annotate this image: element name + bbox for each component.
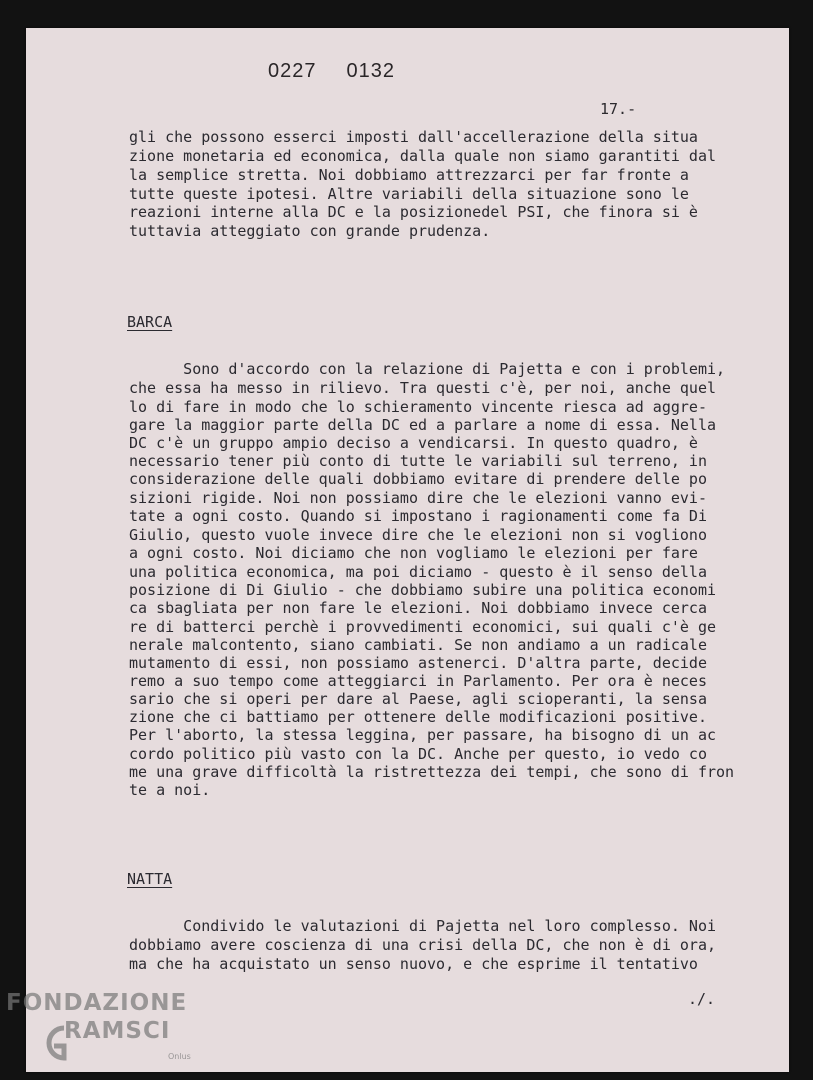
text-line: Sono d'accordo con la relazione di Pajetta e con i problemi, bbox=[129, 360, 726, 378]
archive-ref-second: 0132 bbox=[346, 60, 395, 82]
watermark-onlus: Onlus bbox=[168, 1052, 191, 1061]
continuation-mark: ./. bbox=[688, 990, 716, 1008]
text-line: Condivido le valutazioni di Pajetta nel loro complesso. Noi bbox=[129, 917, 716, 935]
archive-ref-first: 0227 bbox=[268, 60, 317, 82]
text-line: che essa ha messo in rilievo. Tra questi c'è, per noi, anche quel bbox=[129, 379, 716, 397]
watermark-title: FONDAZIONE bbox=[6, 990, 188, 1016]
text-line: posizione di Di Giulio - che dobbiamo subire una politica economi bbox=[129, 581, 716, 599]
text-line: tate a ogni costo. Quando si impostano i ragionamenti come fa Di bbox=[129, 507, 707, 525]
text-line: te a noi. bbox=[129, 781, 211, 799]
archive-reference-number bbox=[268, 60, 395, 83]
text-line: sario che si operi per dare al Paese, agli scioperanti, la sensa bbox=[129, 690, 707, 708]
speaker-heading-natta: NATTA bbox=[127, 870, 173, 888]
speaker-heading-barca: BARCA bbox=[127, 313, 173, 331]
text-line: gli che possono esserci imposti dall'accellerazione della situa bbox=[129, 128, 698, 146]
page-number: 17.- bbox=[600, 100, 637, 118]
text-line: lo di fare in modo che lo schieramento vincente riesca ad aggre- bbox=[129, 398, 707, 416]
text-line: cordo politico più vasto con la DC. Anche per questo, io vedo co bbox=[129, 745, 707, 763]
text-line: tutte queste ipotesi. Altre variabili della situazione sono le bbox=[129, 185, 689, 203]
text-line: Per l'aborto, la stessa leggina, per passare, ha bisogno di un ac bbox=[129, 726, 716, 744]
text-line: a ogni costo. Noi diciamo che non vogliamo le elezioni per fare bbox=[129, 544, 698, 562]
text-line: la semplice stretta. Noi dobbiamo attrezzarci per far fronte a bbox=[129, 166, 689, 184]
text-line: ma che ha acquistato un senso nuovo, e che esprime il tentativo bbox=[129, 955, 698, 973]
text-line: necessario tener più conto di tutte le variabili sul terreno, in bbox=[129, 452, 707, 470]
text-line: nerale malcontento, siano cambiati. Se non andiamo a un radicale bbox=[129, 636, 707, 654]
text-line: gare la maggior parte della DC ed a parlare a nome di essa. Nella bbox=[129, 416, 716, 434]
gramsci-g-logo-icon bbox=[34, 1014, 68, 1074]
text-line: zione monetaria ed economica, dalla quale non siamo garantiti dal bbox=[129, 147, 716, 165]
text-line: reazioni interne alla DC e la posizionedel PSI, che finora si è bbox=[129, 203, 698, 221]
text-line: Giulio, questo vuole invece dire che le elezioni non si vogliono bbox=[129, 526, 707, 544]
text-line: sizioni rigide. Noi non possiamo dire che le elezioni vanno evi- bbox=[129, 489, 707, 507]
text-line: mutamento di essi, non possiamo astenerci. D'altra parte, decide bbox=[129, 654, 707, 672]
text-line: remo a suo tempo come atteggiarci in Parlamento. Per ora è neces bbox=[129, 672, 707, 690]
text-line: DC c'è un gruppo ampio deciso a vendicarsi. In questo quadro, è bbox=[129, 434, 698, 452]
text-line: me una grave difficoltà la ristrettezza dei tempi, che sono di fron bbox=[129, 763, 735, 781]
text-line: dobbiamo avere coscienza di una crisi della DC, che non è di ora, bbox=[129, 936, 716, 954]
text-line: considerazione delle quali dobbiamo evitare di prendere delle po bbox=[129, 470, 707, 488]
text-line: tuttavia atteggiato con grande prudenza. bbox=[129, 222, 491, 240]
watermark-subtitle: RAMSCI bbox=[64, 1018, 171, 1044]
text-line: re di batterci perchè i provvedimenti economici, sui quali c'è ge bbox=[129, 618, 716, 636]
text-line: una politica economica, ma poi diciamo - questo è il senso della bbox=[129, 563, 707, 581]
text-line: zione che ci battiamo per ottenere delle modificazioni positive. bbox=[129, 708, 707, 726]
text-line: ca sbagliata per non fare le elezioni. Noi dobbiamo invece cerca bbox=[129, 599, 707, 617]
